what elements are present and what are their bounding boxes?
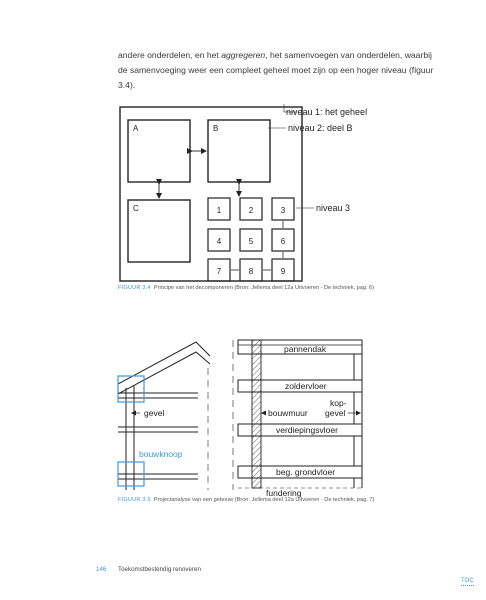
- label-level2: niveau 2: deel B: [288, 123, 353, 133]
- page-number: 146: [96, 566, 107, 573]
- cell-8-label: 8: [248, 267, 254, 276]
- cell-4-label: 4: [216, 237, 222, 246]
- label-begane-grondvloer: beg. grondvloer: [276, 467, 336, 477]
- figure1-caption-label: FIGUUR 3.4: [118, 285, 151, 291]
- cell-2-label: 2: [248, 206, 254, 215]
- cell-1-label: 1: [216, 206, 222, 215]
- label-bouwknoop: bouwknoop: [139, 449, 183, 459]
- cell-3-label: 3: [280, 206, 286, 215]
- label-kopgevel: gevel: [325, 408, 346, 418]
- label-pannendak: pannendak: [284, 344, 327, 354]
- figure2-caption: [118, 497, 374, 503]
- cell-6-label: 6: [280, 237, 286, 246]
- label-fundering: fundering: [266, 488, 302, 498]
- box-a-label: A: [133, 124, 139, 133]
- toc-link[interactable]: TOC: [461, 578, 474, 584]
- label-zoldervloer: zoldervloer: [285, 381, 327, 391]
- book-title: Toekomstbestendig renoveren: [118, 566, 201, 573]
- paragraph-text-1: andere onderdelen, en het: [118, 50, 222, 60]
- figure2-caption-label: FIGUUR 3.5: [118, 497, 151, 503]
- label-kop: kop-: [330, 398, 347, 408]
- box-c-label: C: [133, 204, 139, 213]
- building-section: [238, 340, 362, 498]
- cell-7-label: 7: [216, 267, 222, 276]
- label-level3: niveau 3: [316, 203, 351, 213]
- label-gevel: gevel: [144, 408, 165, 418]
- figure2-caption-text: Projectanalyse van een gebouw (Bron: Jellema deel 12a Uitvoeren - De techniek, pag. 7): [153, 497, 375, 503]
- cell-5-label: 5: [248, 237, 254, 246]
- facade-section: [118, 340, 233, 490]
- figure1-caption-text: Principe van het decomponeren (Bron: Jellema deel 12a Uitvoeren - De techniek, pag. 6): [153, 285, 375, 291]
- cell-9-label: 9: [280, 267, 286, 276]
- label-verdiepingsvloer: verdiepingsvloer: [276, 425, 338, 435]
- label-bouwmuur: bouwmuur: [268, 408, 308, 418]
- paragraph-emphasis: aggregeren: [221, 50, 266, 60]
- label-level1: niveau 1: het geheel: [286, 107, 368, 117]
- box-b-label: B: [213, 124, 219, 133]
- paragraph-text-2: , het samenvoegen van onderdelen, waarbij de samenvoeging weer een compleet geheel moet zijn op een hoger niveau (figuur 3.4).: [118, 50, 434, 90]
